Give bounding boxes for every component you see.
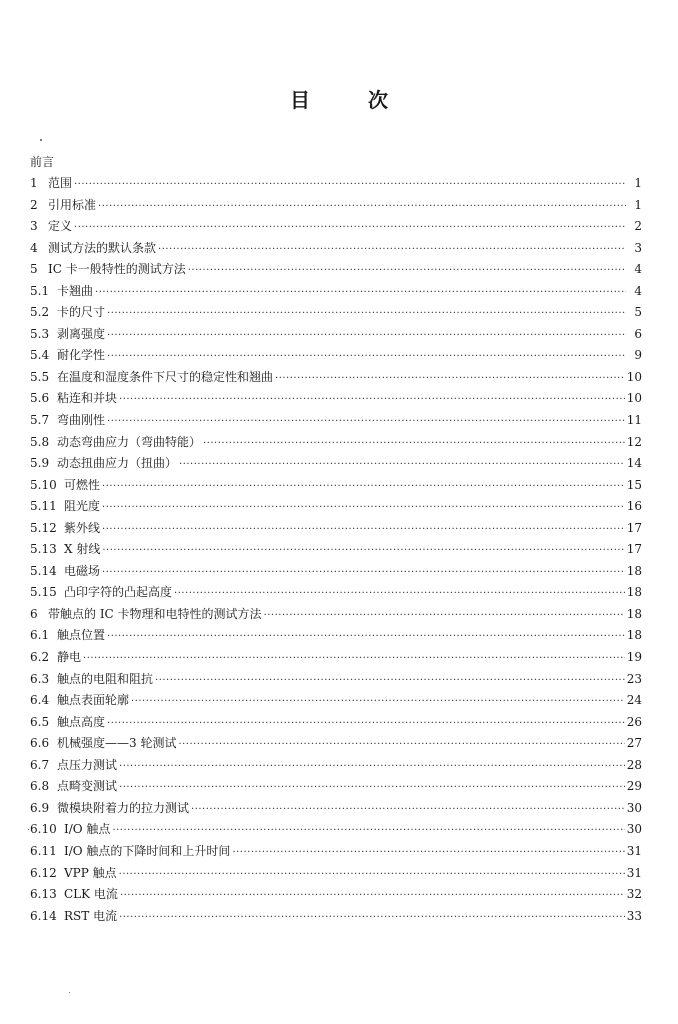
- toc-entry-page: 18: [626, 585, 642, 600]
- toc-dot-leader: [119, 389, 625, 411]
- toc-entry-number: 6: [30, 606, 38, 621]
- toc-entry[interactable]: [30, 733, 642, 755]
- toc-entry-title: I/O 触点: [64, 822, 111, 837]
- toc-entry-number: 6.3: [30, 671, 50, 686]
- toc-entry-number: 5.13: [30, 542, 57, 557]
- toc-dot-leader: [120, 885, 625, 907]
- toc-dot-leader: [178, 734, 624, 756]
- toc-entry-number: 5.9: [30, 456, 50, 471]
- toc-entry[interactable]: [30, 712, 642, 734]
- toc-dot-leader: [74, 217, 626, 239]
- toc-entry[interactable]: [30, 819, 642, 841]
- toc-entry-number: 5.3: [30, 326, 50, 341]
- toc-dot-leader: [275, 368, 625, 390]
- toc-entry-title: 触点的电阻和阻抗: [57, 671, 154, 686]
- toc-entry-number: 6.9: [30, 800, 50, 815]
- toc-entry-number: 6.4: [30, 693, 50, 708]
- toc-dot-leader: [203, 433, 625, 455]
- toc-entry-page: 1: [634, 176, 642, 190]
- toc-foreword[interactable]: 前言: [30, 155, 55, 169]
- toc-entry-page: 31: [626, 843, 642, 858]
- toc-entry-page: 6: [634, 326, 642, 341]
- toc-entry-title: 静电: [57, 650, 82, 665]
- toc-entry-number: 5.7: [30, 413, 50, 428]
- toc-entry-title: 范围: [48, 176, 73, 190]
- toc-entry-title: 动态弯曲应力（弯曲特能）: [57, 434, 202, 449]
- toc-entry-number: 6.14: [30, 908, 57, 923]
- toc-dot-leader: [112, 820, 624, 842]
- toc-entry-title: 卡翘曲: [57, 283, 94, 298]
- toc-entry-title: 机械强度——3 轮测试: [57, 736, 177, 751]
- toc-entry[interactable]: [30, 604, 642, 626]
- toc-dot-leader: [179, 454, 625, 476]
- table-of-contents: [30, 154, 642, 927]
- toc-entry-page: 32: [626, 887, 642, 902]
- toc-entry[interactable]: [30, 259, 642, 281]
- toc-dot-leader: [158, 239, 626, 261]
- toc-entry-page: 31: [626, 865, 642, 880]
- toc-entry-number: 5.12: [30, 520, 57, 535]
- toc-dot-leader: [131, 691, 625, 713]
- toc-entry-number: 5.2: [30, 305, 50, 320]
- toc-entry-title: 微模块附着力的拉力测试: [57, 800, 190, 815]
- toc-entry[interactable]: [30, 884, 642, 906]
- toc-entry[interactable]: [30, 453, 642, 475]
- toc-dot-leader: [107, 411, 625, 433]
- toc-entry[interactable]: [30, 345, 642, 367]
- toc-entry-number: 4: [30, 240, 38, 255]
- toc-entry-page: 23: [626, 671, 642, 686]
- toc-entry-page: 18: [626, 563, 642, 578]
- toc-entry[interactable]: [30, 388, 642, 410]
- page-title-char-1: 目: [290, 88, 310, 112]
- toc-entry[interactable]: [30, 367, 642, 389]
- toc-entry-page: 18: [626, 628, 642, 643]
- toc-entry-number: 5.6: [30, 391, 50, 406]
- toc-entry-number: 6.6: [30, 736, 50, 751]
- toc-entry-number: 6.7: [30, 757, 50, 772]
- toc-entry-page: 30: [626, 800, 642, 815]
- toc-entry-title: 点畸变测试: [57, 779, 118, 794]
- toc-dot-leader: [102, 497, 625, 519]
- toc-entry-number: 6.1: [30, 628, 50, 643]
- toc-entry[interactable]: [30, 582, 642, 604]
- toc-dot-leader: [119, 864, 625, 886]
- toc-entry-title: 触点高度: [57, 714, 106, 729]
- page-title-char-2: 次: [368, 88, 388, 112]
- toc-entry-number: 5.8: [30, 434, 50, 449]
- toc-entry-page: 26: [626, 714, 642, 729]
- toc-entry-number: 3: [30, 219, 38, 234]
- toc-entry-title: 引用标准: [48, 197, 97, 212]
- toc-entry-title: I/O 触点的下降时间和上升时间: [64, 843, 231, 858]
- toc-entry-page: 17: [626, 520, 642, 535]
- toc-entry-page: 16: [626, 499, 642, 514]
- toc-dot-leader: [119, 777, 625, 799]
- toc-entry[interactable]: [30, 281, 642, 303]
- toc-entry-number: 5.15: [30, 585, 57, 600]
- toc-entry-number: 1: [30, 176, 38, 190]
- toc-entry-title: CLK 电流: [64, 887, 118, 902]
- toc-dot-leader: [232, 842, 624, 864]
- toc-entry-title: 动态扭曲应力（扭曲）: [57, 456, 178, 471]
- toc-entry-title: 耐化学性: [57, 348, 106, 363]
- toc-entry-page: 10: [626, 369, 642, 384]
- toc-dot-leader: [74, 174, 626, 196]
- toc-dot-leader: [102, 540, 624, 562]
- toc-entry-title: 测试方法的默认条款: [48, 240, 157, 255]
- scan-speck: [40, 139, 42, 141]
- toc-entry-number: 5.10: [30, 477, 57, 492]
- toc-entry[interactable]: [30, 776, 642, 798]
- toc-dot-leader: [107, 713, 625, 735]
- toc-dot-leader: [107, 626, 625, 648]
- toc-entry[interactable]: [30, 195, 642, 217]
- toc-entry-title: 剥离强度: [57, 326, 106, 341]
- toc-entry-number: 6.5: [30, 714, 50, 729]
- toc-entry-title: 弯曲刚性: [57, 413, 106, 428]
- toc-entry-page: 4: [634, 262, 642, 277]
- toc-entry-page: 17: [626, 542, 642, 557]
- toc-dot-leader: [107, 346, 626, 368]
- toc-dot-leader: [191, 799, 625, 821]
- toc-entry-page: 28: [626, 757, 642, 772]
- toc-entry[interactable]: [30, 496, 642, 518]
- toc-entry-number: 6.8: [30, 779, 50, 794]
- toc-entry-title: VPP 触点: [64, 865, 117, 880]
- toc-entry-title: 带触点的 IC 卡物理和电特性的测试方法: [48, 606, 262, 621]
- toc-entry-number: 5.1: [30, 283, 50, 298]
- toc-entry-title: 在温度和湿度条件下尺寸的稳定性和翘曲: [57, 369, 274, 384]
- toc-entry-title: 阻光度: [64, 499, 101, 514]
- toc-entry-number: 6.12: [30, 865, 57, 880]
- toc-entry-number: 5.11: [30, 499, 57, 514]
- toc-entry-number: 5.4: [30, 348, 50, 363]
- toc-entry-number: 6.13: [30, 887, 57, 902]
- toc-entry-page: 5: [634, 305, 642, 320]
- toc-entry-page: 10: [626, 391, 642, 406]
- toc-entry-title: 定义: [48, 219, 73, 234]
- toc-dot-leader: [107, 325, 626, 347]
- toc-entry[interactable]: [30, 841, 642, 863]
- toc-list: [30, 173, 642, 927]
- toc-entry[interactable]: [30, 302, 642, 324]
- toc-entry-page: 15: [626, 477, 642, 492]
- toc-entry-page: 2: [634, 219, 642, 234]
- toc-entry-page: 14: [626, 456, 642, 471]
- toc-entry-title: 触点表面轮廓: [57, 693, 130, 708]
- toc-dot-leader: [102, 562, 625, 584]
- toc-entry[interactable]: [30, 518, 642, 540]
- toc-entry[interactable]: [30, 539, 642, 561]
- toc-entry-title: 可燃性: [64, 477, 101, 492]
- toc-entry-page: 30: [626, 822, 642, 837]
- toc-dot-leader: [174, 583, 625, 605]
- toc-dot-leader: [107, 303, 626, 325]
- toc-entry[interactable]: [30, 238, 642, 260]
- toc-entry[interactable]: [30, 863, 642, 885]
- toc-entry-number: 5.5: [30, 369, 50, 384]
- toc-dot-leader: [188, 260, 626, 282]
- toc-entry-title: 电磁场: [64, 563, 101, 578]
- toc-dot-leader: [119, 756, 625, 778]
- toc-entry-title: 卡的尺寸: [57, 305, 106, 320]
- toc-entry-number: 2: [30, 197, 38, 212]
- toc-entry[interactable]: [30, 906, 642, 928]
- toc-entry-title: X 射线: [64, 542, 101, 557]
- toc-entry-page: 29: [626, 779, 642, 794]
- toc-entry-title: 触点位置: [57, 628, 106, 643]
- toc-entry-page: 12: [626, 434, 642, 449]
- toc-entry[interactable]: [30, 324, 642, 346]
- toc-entry-title: 点压力测试: [57, 757, 118, 772]
- toc-dot-leader: [102, 476, 625, 498]
- toc-dot-leader: [264, 605, 625, 627]
- scan-speck: [28, 829, 29, 830]
- toc-entry-title: 紫外线: [64, 520, 101, 535]
- toc-entry[interactable]: [30, 669, 642, 691]
- toc-entry-number: 5.14: [30, 563, 57, 578]
- toc-entry-page: 19: [626, 650, 642, 665]
- toc-dot-leader: [155, 670, 625, 692]
- toc-entry[interactable]: [30, 625, 642, 647]
- toc-entry-number: 5: [30, 262, 38, 277]
- toc-entry-page: 27: [626, 736, 642, 751]
- toc-entry[interactable]: [30, 410, 642, 432]
- toc-entry-page: 11: [626, 413, 642, 428]
- toc-entry-page: 18: [626, 606, 642, 621]
- toc-entry[interactable]: [30, 647, 642, 669]
- toc-entry[interactable]: [30, 173, 642, 195]
- toc-entry[interactable]: [30, 798, 642, 820]
- toc-entry-title: 粘连和并块: [57, 391, 118, 406]
- toc-entry[interactable]: [30, 755, 642, 777]
- toc-entry[interactable]: [30, 216, 642, 238]
- toc-dot-leader: [119, 907, 625, 929]
- page-title: [0, 84, 678, 113]
- toc-entry-page: 9: [634, 348, 642, 363]
- toc-entry-number: 6.2: [30, 650, 50, 665]
- toc-entry-page: 1: [634, 197, 642, 212]
- toc-entry-page: 33: [626, 908, 642, 923]
- toc-dot-leader: [95, 282, 626, 304]
- toc-entry[interactable]: [30, 432, 642, 454]
- toc-entry[interactable]: [30, 561, 642, 583]
- toc-entry-page: 24: [626, 693, 642, 708]
- toc-entry-title: 凸印字符的凸起高度: [64, 585, 173, 600]
- toc-dot-leader: [83, 648, 625, 670]
- toc-entry-page: 4: [634, 283, 642, 298]
- scan-speck: [69, 992, 70, 993]
- toc-entry-page: 3: [634, 240, 642, 255]
- toc-entry-title: IC 卡一般特性的测试方法: [48, 262, 186, 277]
- toc-entry[interactable]: [30, 690, 642, 712]
- toc-dot-leader: [102, 519, 625, 541]
- toc-entry-number: 6.10: [30, 822, 57, 837]
- toc-dot-leader: [98, 196, 626, 218]
- toc-entry-title: RST 电流: [64, 908, 118, 923]
- toc-entry[interactable]: [30, 475, 642, 497]
- toc-entry-number: 6.11: [30, 843, 57, 858]
